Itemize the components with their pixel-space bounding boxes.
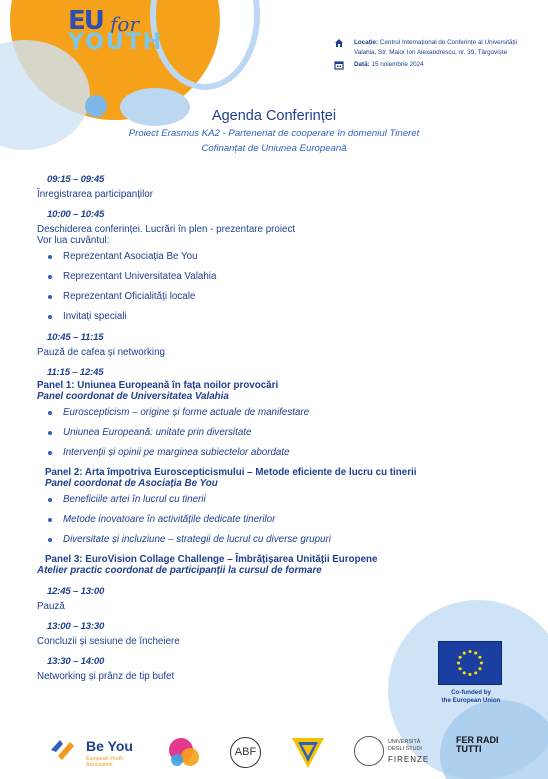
eu-cofunded-label bbox=[430, 689, 512, 705]
panel-coordinator: Panel coordonat de Asociația Be You bbox=[45, 478, 218, 489]
location-text: Centrul Internațional de Conferințe al Universității Valahia, Str. Maior Ion Alexandrescu, nr. 39, Târgoviște bbox=[354, 39, 518, 56]
home-icon bbox=[334, 38, 344, 48]
partner-logos bbox=[48, 728, 508, 773]
session-text: Înregistrarea participanților bbox=[37, 189, 153, 200]
eu-for-youth-logo bbox=[68, 6, 164, 78]
panel-title: Panel 2: Arta împotriva Euroscepticismului – Metode eficiente de lucru cu tinerii bbox=[45, 467, 417, 478]
list-item: Reprezentant Asociația Be You bbox=[37, 251, 507, 271]
session-text: Pauză de cafea și networking bbox=[37, 347, 165, 358]
list-item: Euroscepticism – origine și forme actuale de manifestare bbox=[37, 407, 507, 427]
agenda bbox=[37, 174, 507, 682]
speakers-list bbox=[37, 251, 507, 331]
logo-for-text: for bbox=[110, 12, 140, 36]
session-text: Vor lua cuvântul: bbox=[37, 235, 110, 246]
eu-cofunded-line1: Co-funded by bbox=[451, 689, 491, 696]
eu-flag-icon bbox=[438, 641, 502, 685]
session-time: 13:30 – 14:00 bbox=[47, 656, 105, 667]
panel-coordinator: Atelier practic coordonat de participanții la cursul de formare bbox=[37, 565, 322, 576]
unifi-city: FIRENZE bbox=[388, 755, 430, 764]
page-subtitle-project: Proiect Erasmus KA2 - Parteneriat de cooperare în domeniul Tineret bbox=[128, 128, 420, 139]
valahia-university-logo-icon bbox=[290, 734, 326, 770]
abf-logo: ABF bbox=[230, 737, 261, 768]
list-item: Uniunea Europeană: unitate prin diversitate bbox=[37, 427, 507, 447]
panel-topics-list bbox=[37, 494, 507, 554]
unifi-name: UNIVERSITÀ DEGLI STUDI bbox=[388, 739, 422, 752]
session-time: 12:45 – 13:00 bbox=[47, 586, 105, 597]
youth-partner-logo-icon bbox=[166, 735, 202, 771]
session-time: 10:45 – 11:15 bbox=[47, 332, 104, 343]
date-row bbox=[334, 60, 534, 70]
panel-title: Panel 1: Uniunea Europeană în fața noilor provocări bbox=[37, 380, 279, 391]
be-you-name: Be You bbox=[86, 738, 133, 754]
unifi-seal-icon bbox=[354, 736, 384, 766]
session-time: 11:15 – 12:45 bbox=[47, 367, 104, 378]
list-item: Invitați speciali bbox=[37, 311, 507, 331]
session-text: Deschiderea conferinței. Lucrări în plen - prezentare proiect bbox=[37, 224, 296, 235]
list-item: Intervenții și opinii pe marginea subiectelor abordate bbox=[37, 447, 507, 467]
page-subtitle-cofinance: Cofinanțat de Uniunea Europeană bbox=[201, 143, 347, 154]
session-time: 09:15 – 09:45 bbox=[47, 174, 105, 185]
list-item: Metode inovatoare în activitățile dedicate tinerilor bbox=[37, 514, 507, 534]
event-info bbox=[334, 38, 534, 70]
ferradi-tutti-logo: FER RADI TUTTI bbox=[456, 735, 499, 754]
page-title: Agenda Conferinței bbox=[211, 108, 337, 124]
be-you-logo-icon bbox=[48, 734, 78, 764]
panel-coordinator: Panel coordonat de Universitatea Valahia bbox=[37, 391, 229, 402]
panel-title: Panel 3: EuroVision Collage Challenge – Îmbrățișarea Unității Europene bbox=[45, 554, 378, 565]
date-label: Dată: bbox=[354, 61, 370, 68]
session-time: 10:00 – 10:45 bbox=[47, 209, 105, 220]
logo-eu-text: EU bbox=[68, 6, 103, 36]
location-row bbox=[334, 38, 534, 57]
logo-youth-text: YOUTH bbox=[68, 30, 164, 55]
list-item: Diversitate și incluziune – strategii de lucrul cu diverse grupuri bbox=[37, 534, 507, 554]
list-item: Beneficiile artei în lucrul cu tinerii bbox=[37, 494, 507, 514]
date-text: 15 noiembrie 2024 bbox=[371, 61, 424, 68]
panel-topics-list bbox=[37, 407, 507, 467]
session-time: 13:00 – 13:30 bbox=[47, 621, 105, 632]
list-item: Reprezentant Oficialități locale bbox=[37, 291, 507, 311]
list-item: Reprezentant Universitatea Valahia bbox=[37, 271, 507, 291]
be-you-tagline: European Youth Association bbox=[86, 756, 123, 768]
eu-cofunded-line2: the European Union bbox=[441, 697, 501, 704]
calendar-icon bbox=[334, 60, 344, 70]
session-text: Pauză bbox=[37, 601, 65, 612]
session-text: Networking și prânz de tip bufet bbox=[37, 671, 175, 682]
session-text: Concluzii și sesiune de încheiere bbox=[37, 636, 180, 647]
location-label: Locație: bbox=[354, 39, 379, 46]
